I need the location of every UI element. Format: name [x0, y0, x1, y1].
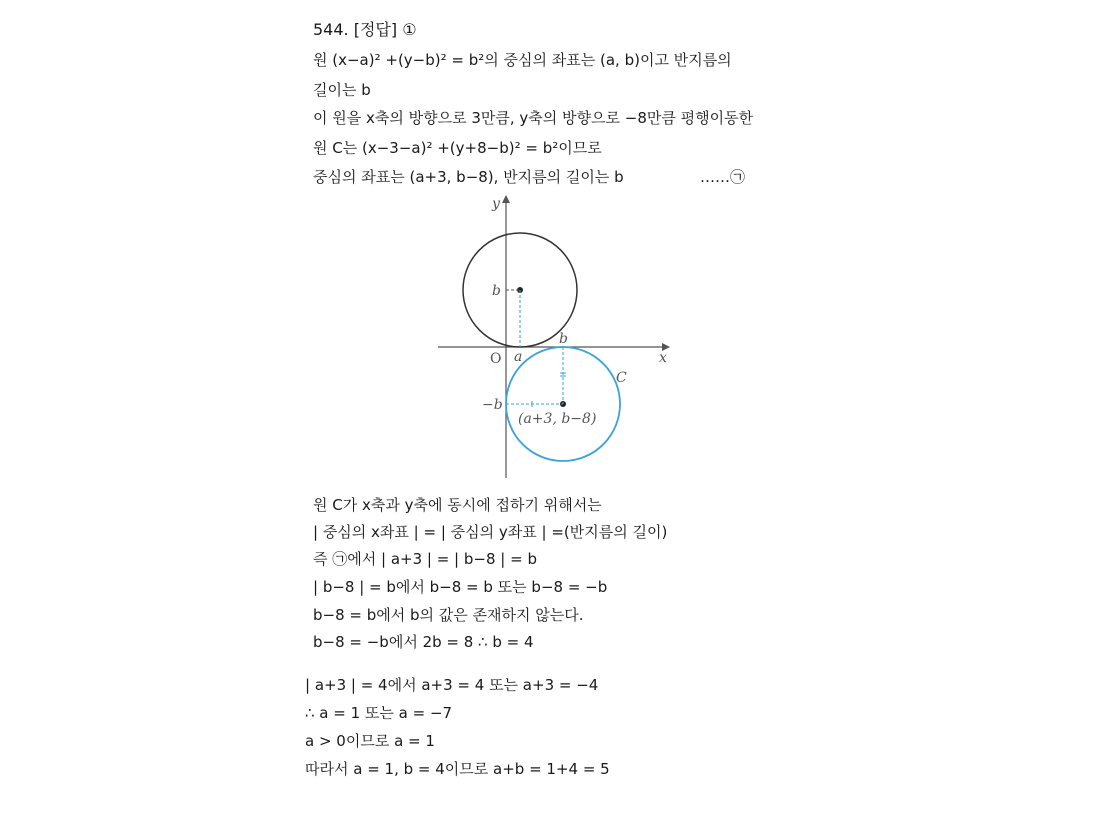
label-b-top: b: [559, 331, 568, 347]
intro-line-5: 중심의 좌표는 (a+3, b−8), 반지름의 길이는 b: [313, 168, 624, 186]
y-axis-arrow: [502, 195, 510, 203]
intro-line-1: 원 (x−a)² +(y−b)² = b²의 중심의 좌표는 (a, b)이고 반지름의: [313, 51, 732, 69]
conclusion-line-4: 따라서 a = 1, b = 4이므로 a+b = 1+4 = 5: [305, 760, 610, 778]
solution-line-2: | 중심의 x좌표 | = | 중심의 y좌표 | =(반지름의 길이): [313, 523, 668, 541]
solution-line-5: b−8 = b에서 b의 값은 존재하지 않는다.: [313, 606, 584, 624]
label-c: C: [616, 370, 627, 386]
center-label: (a+3, b−8): [518, 411, 597, 427]
y-axis-label: y: [492, 196, 500, 212]
coordinate-figure: [430, 190, 680, 485]
label-a: a: [514, 349, 523, 365]
solution-line-3: 즉 ㉠에서 | a+3 | = | b−8 | = b: [313, 550, 537, 568]
solution-line-4: | b−8 | = b에서 b−8 = b 또는 b−8 = −b: [313, 578, 608, 596]
conclusion-line-2: ∴ a = 1 또는 a = −7: [305, 704, 453, 722]
conclusion-line-3: a > 0이므로 a = 1: [305, 732, 435, 750]
intro-line-4: 원 C는 (x−3−a)² +(y+8−b)² = b²이므로: [313, 139, 602, 157]
problem-title: 544. [정답] ①: [313, 20, 417, 39]
label-b: b: [492, 283, 501, 299]
marker-label: ……㉠: [700, 168, 746, 186]
label-neg-b: −b: [482, 397, 503, 413]
solution-line-1: 원 C가 x축과 y축에 동시에 접하기 위해서는: [313, 496, 602, 514]
conclusion-line-1: | a+3 | = 4에서 a+3 = 4 또는 a+3 = −4: [305, 676, 599, 694]
intro-line-3: 이 원을 x축의 방향으로 3만큼, y축의 방향으로 −8만큼 평행이동한: [313, 109, 754, 127]
solution-line-6: b−8 = −b에서 2b = 8 ∴ b = 4: [313, 633, 534, 651]
origin-label: O: [490, 351, 502, 367]
x-axis-label: x: [659, 350, 667, 366]
intro-line-2: 길이는 b: [313, 81, 371, 99]
